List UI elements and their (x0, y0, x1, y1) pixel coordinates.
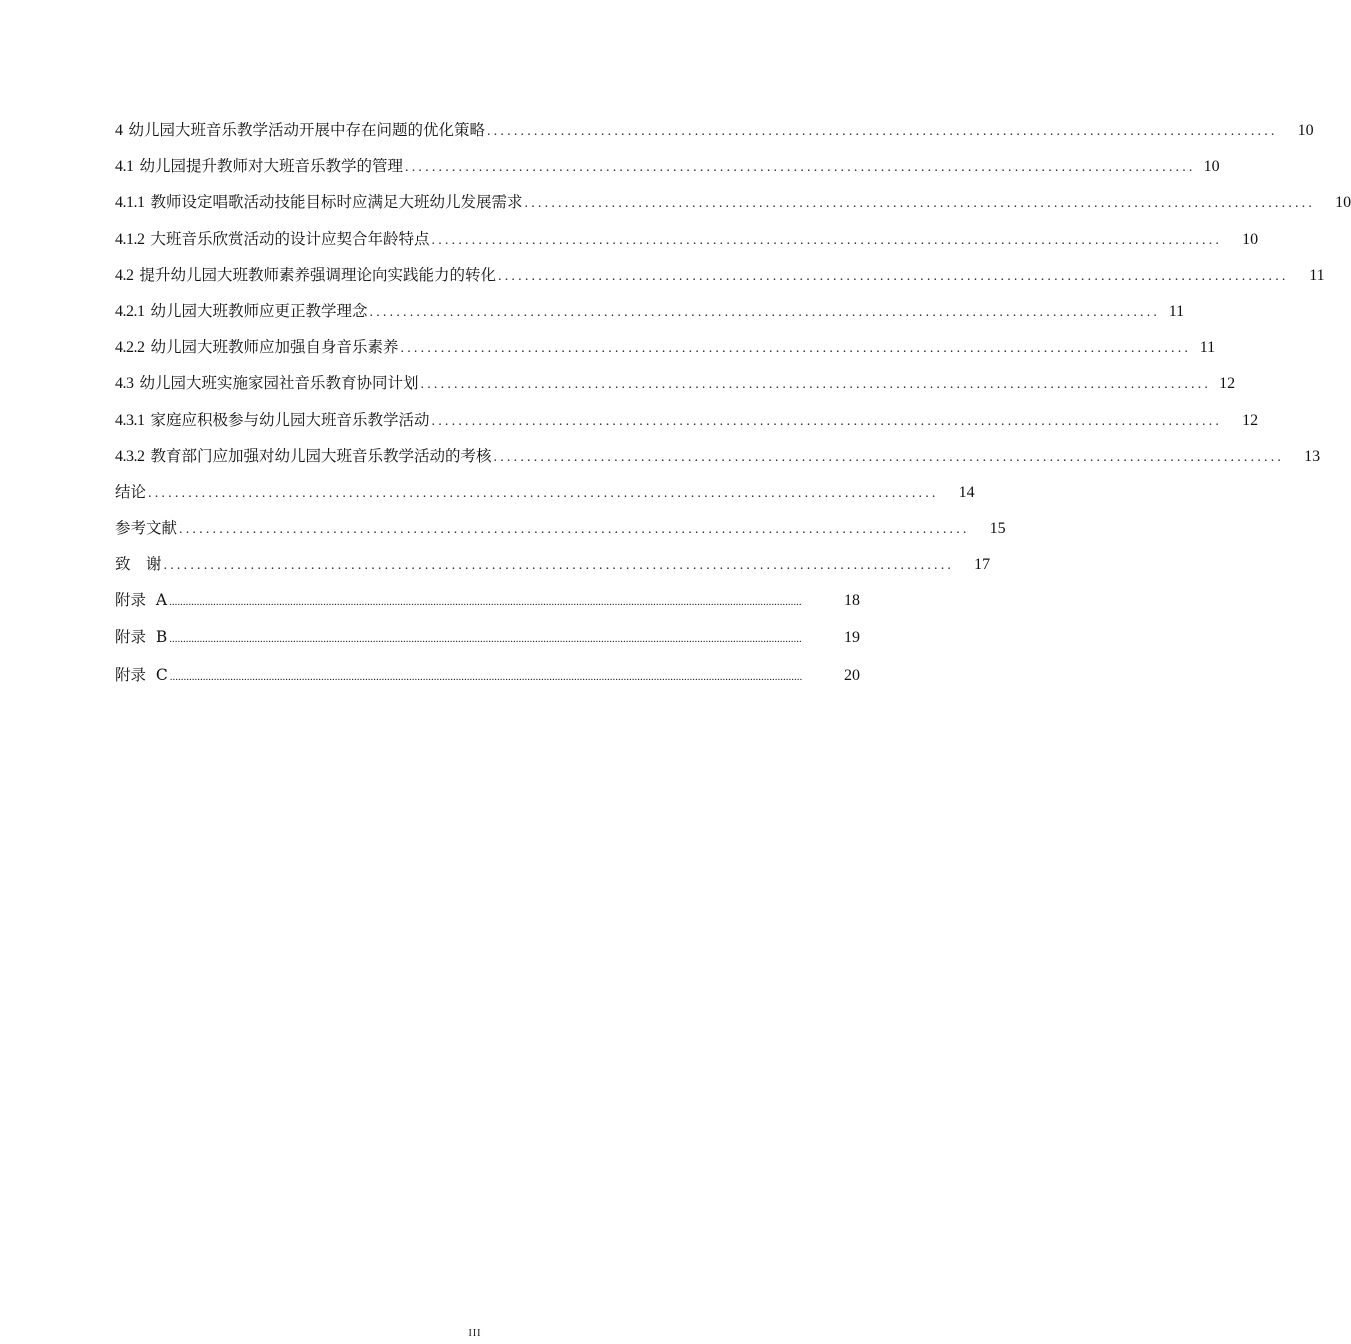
toc-entry-page: 12 (1219, 375, 1236, 393)
toc-entry-acknowledgements[interactable] (115, 552, 991, 588)
page-number-footer: III (468, 1328, 482, 1339)
toc-entry-page: 11 (1309, 266, 1325, 284)
toc-dot-leader: ...................................................................................................................................................................................................................................... (169, 632, 802, 645)
toc-entry-title: 幼儿园大班教师应加强自身音乐素养 (150, 338, 399, 357)
toc-entry-number: 4.2.2 (115, 339, 145, 357)
toc-entry-title: 家庭应积极参与幼儿园大班音乐教学活动 (150, 410, 430, 429)
table-of-contents (115, 118, 1351, 699)
toc-entry-page: 18 (844, 592, 860, 610)
toc-entry-page: 10 (1242, 230, 1259, 248)
toc-entry-title: 提升幼儿园大班教师素养强调理论向实践能力的转化 (139, 265, 497, 284)
toc-entry-title: 附录 B (115, 627, 168, 646)
toc-entry-page: 17 (974, 556, 991, 574)
toc-entry[interactable] (115, 299, 1185, 335)
toc-dot-leader: ...................................................................................................................................................................................................................................... (169, 596, 802, 609)
toc-dot-leader: ...................................................................................................................... (493, 449, 1285, 465)
toc-dot-leader: ...................................................................................................................... (400, 341, 1192, 357)
toc-entry-title: 附录 C (115, 665, 168, 684)
toc-entry[interactable] (115, 371, 1236, 407)
toc-entry-appendix-c[interactable] (115, 663, 860, 699)
toc-entry-references[interactable] (115, 516, 1006, 552)
toc-entry-title: 大班音乐欣赏活动的设计应契合年龄特点 (150, 229, 430, 248)
toc-entry-number: 4.2.1 (115, 302, 145, 320)
toc-entry-page: 11 (1168, 302, 1185, 320)
toc-entry-title: 幼儿园大班教师应更正教学理念 (150, 301, 368, 320)
toc-dot-leader: ...................................................................................................................... (163, 558, 955, 574)
toc-entry-number: 4.1.2 (115, 230, 145, 248)
toc-dot-leader: ...................................................................................................................... (405, 160, 1196, 176)
toc-dot-leader: ...................................................................................................................... (524, 196, 1316, 212)
toc-entry-number: 4.1.1 (115, 194, 145, 212)
toc-entry[interactable] (115, 263, 1325, 299)
toc-entry-title: 参考文献 (115, 519, 178, 538)
toc-entry[interactable] (115, 190, 1351, 226)
toc-entry-appendix-b[interactable] (115, 625, 860, 661)
toc-entry-title: 教育部门应加强对幼儿园大班音乐教学活动的考核 (150, 446, 492, 465)
toc-entry-number: 4.2 (115, 266, 134, 284)
toc-entry-page: 10 (1335, 194, 1351, 212)
toc-dot-leader: ...................................................................................................................... (369, 304, 1161, 320)
toc-entry-page: 20 (844, 666, 860, 684)
toc-entry[interactable] (115, 118, 1314, 154)
toc-entry-title: 结论 (115, 482, 147, 501)
toc-entry-number: 4.3.2 (115, 447, 145, 465)
toc-dot-leader: ...................................................................................................................... (431, 413, 1223, 429)
toc-entry-title: 附录 A (115, 591, 168, 610)
toc-dot-leader: ...................................................................................................................... (498, 268, 1289, 284)
toc-entry-title: 致 谢 (115, 555, 162, 574)
toc-dot-leader: ...................................................................................................................... (487, 124, 1278, 139)
toc-entry-page: 11 (1199, 339, 1216, 357)
toc-entry-appendix-a[interactable] (115, 588, 860, 624)
toc-entry-title: 教师设定唱歌活动技能目标时应满足大班幼儿发展需求 (150, 193, 523, 212)
toc-dot-leader: ...................................................................................................................... (431, 232, 1223, 248)
toc-entry-page: 12 (1242, 411, 1259, 429)
toc-dot-leader: ...................................................................................................................... (420, 377, 1212, 393)
toc-entry-number: 4.1 (115, 158, 134, 176)
toc-dot-leader: ...................................................................................................................... (148, 485, 939, 501)
toc-dot-leader: ...................................................................................................................... (179, 522, 970, 538)
toc-entry-page: 19 (844, 628, 860, 646)
toc-entry[interactable] (115, 154, 1220, 190)
toc-entry[interactable] (115, 335, 1216, 371)
toc-entry[interactable] (115, 408, 1259, 444)
toc-entry-conclusion[interactable] (115, 480, 975, 516)
toc-entry-page: 13 (1304, 447, 1321, 465)
toc-entry-page: 15 (989, 520, 1006, 538)
toc-entry[interactable] (115, 227, 1259, 263)
toc-entry[interactable] (115, 444, 1321, 480)
toc-entry-page: 10 (1297, 122, 1314, 139)
toc-entry-number: 4 (115, 122, 123, 139)
toc-entry-title: 幼儿园大班音乐教学活动开展中存在问题的优化策略 (128, 121, 486, 139)
toc-entry-number: 4.3 (115, 375, 134, 393)
toc-entry-page: 10 (1203, 158, 1220, 176)
toc-entry-title: 幼儿园大班实施家园社音乐教育协同计划 (139, 374, 419, 393)
toc-entry-number: 4.3.1 (115, 411, 145, 429)
toc-entry-title: 幼儿园提升教师对大班音乐教学的管理 (139, 157, 404, 176)
toc-dot-leader: ...................................................................................................................................................................................................................................... (169, 670, 803, 683)
toc-entry-page: 14 (958, 483, 975, 501)
